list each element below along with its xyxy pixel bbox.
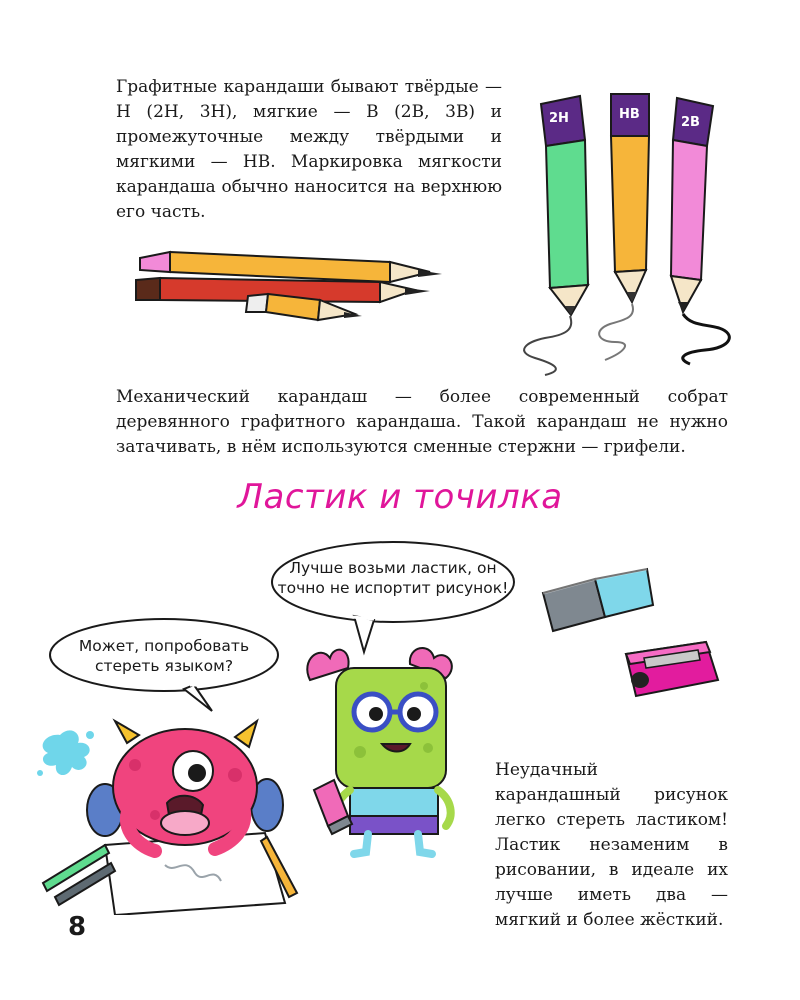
pencil-2b-icon [671,98,729,364]
pencil-hb-label: HB [619,107,640,122]
pencil-2h-icon [524,96,588,375]
lying-pencils-icon [130,240,450,340]
pencil-set-icon [505,80,755,380]
eraser-paragraph: Неудачный карандашный рисунок легко стереть ластиком! Ластик незаменим в рисовании, в идеале их лучше иметь два — мягкий и более жёсткий. [495,760,728,930]
intro-paragraph: Графитные карандаши бывают твёрдые — Н (2Н, 3Н), мягкие — В (2В, 3В) и промежуточные между твёрдыми и мягкими — НВ. Маркировка мягкости карандаша обычно наносится на верхнюю его часть. [116,77,502,222]
speech-bubble-right-text: Лучше возьми ластик, он точно не испортит рисунок! [277,559,509,597]
mechanical-pencil-paragraph: Механический карандаш — более современный собрат деревянного графитного карандаша. Такой карандаш не нужно затачивать, в нём используются сменные стержни — грифели. [116,387,728,457]
speech-bubble-left-text: Может, попробовать стереть языком? [78,637,250,675]
page-number: 8 [68,912,87,942]
green-monster-icon [300,640,460,860]
pencil-hb-icon [599,94,649,360]
pink-monster-icon [35,715,315,915]
pencil-2b-label: 2B [681,115,700,130]
section-heading: Ластик и точилка [237,477,563,517]
eraser-icon [535,565,660,635]
sharpener-icon [620,630,725,705]
pencil-2h-label: 2H [549,111,569,126]
